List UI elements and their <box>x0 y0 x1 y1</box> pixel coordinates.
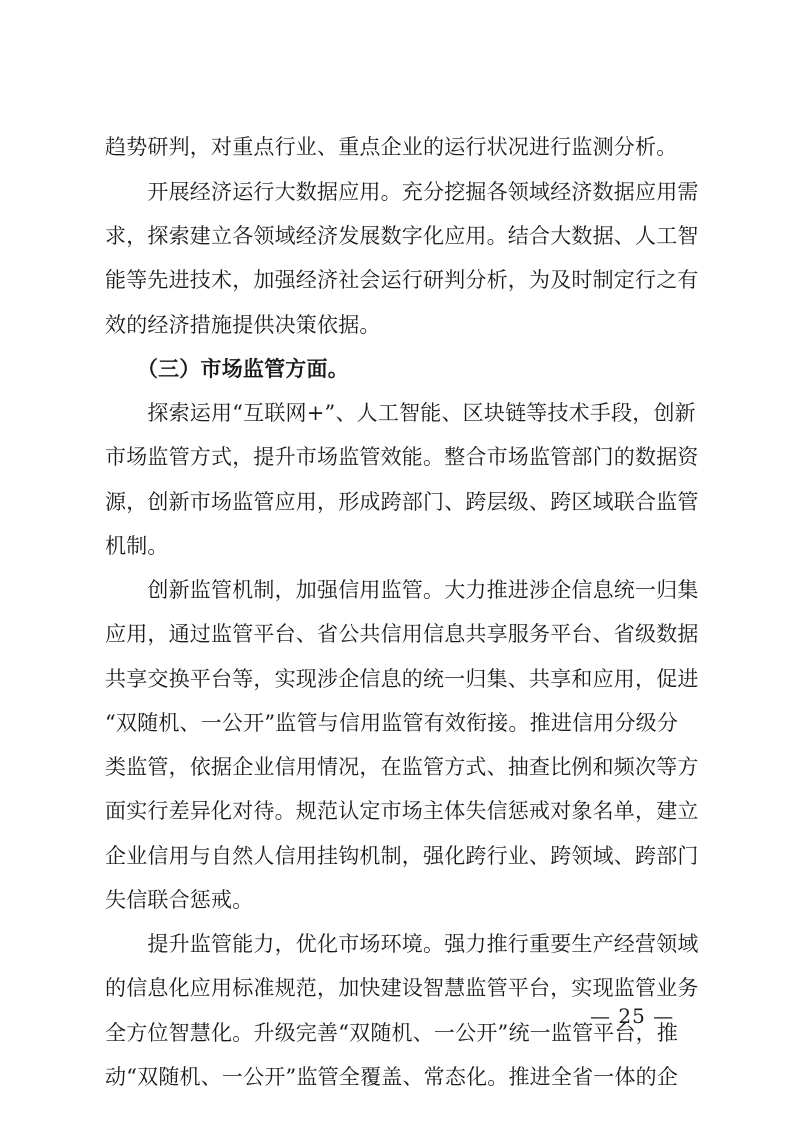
text-line: 应用，通过监管平台、省公共信用信息共享服务平台、省级数据 <box>105 622 699 646</box>
section-heading: （三）市场监管方面。 <box>105 356 349 381</box>
page-number: — 25 — <box>590 1004 675 1028</box>
text-line: 类监管，依据企业信用情况，在监管方式、抽查比例和频次等方 <box>105 755 699 779</box>
text-line: 的信息化应用标准规范，加快建设智慧监管平台，实现监管业务 <box>105 976 699 1000</box>
text-line: 企业信用与自然人信用挂钩机制，强化跨行业、跨领域、跨部门 <box>105 844 699 868</box>
text-line: 动“双随机、一公开”监管全覆盖、常态化。推进全省一体的企 <box>105 1065 679 1089</box>
text-line: 趋势研判，对重点行业、重点企业的运行状况进行监测分析。 <box>105 135 678 159</box>
text-line: 能等先进技术，加强经济社会运行研判分析，为及时制定行之有 <box>105 268 699 292</box>
text-line: 失信联合惩戒。 <box>105 888 254 912</box>
text-line: 探索运用“互联网+”、人工智能、区块链等技术手段，创新 <box>105 401 696 425</box>
text-line: 提升监管能力，优化市场环境。强力推行重要生产经营领域 <box>105 932 699 956</box>
text-line: 面实行差异化对待。规范认定市场主体失信惩戒对象名单，建立 <box>105 799 699 823</box>
text-line: 效的经济措施提供决策依据。 <box>105 313 381 337</box>
text-line: 市场监管方式，提升市场监管效能。整合市场监管部门的数据资 <box>105 445 699 469</box>
text-line: “双随机、一公开”监管与信用监管有效衔接。推进信用分级分 <box>105 711 679 735</box>
text-line: 全方位智慧化。升级完善“双随机、一公开”统一监管平台，推 <box>105 1021 679 1045</box>
text-line: 共享交换平台等，实现涉企信息的统一归集、共享和应用，促进 <box>105 667 699 691</box>
text-line: 创新监管机制，加强信用监管。大力推进涉企信息统一归集 <box>105 578 699 602</box>
text-line: 开展经济运行大数据应用。充分挖掘各领域经济数据应用需 <box>105 180 699 204</box>
text-line: 机制。 <box>105 534 169 558</box>
text-line: 求，探索建立各领域经济发展数字化应用。结合大数据、人工智 <box>105 224 699 248</box>
text-line: 源，创新市场监管应用，形成跨部门、跨层级、跨区域联合监管 <box>105 490 699 514</box>
